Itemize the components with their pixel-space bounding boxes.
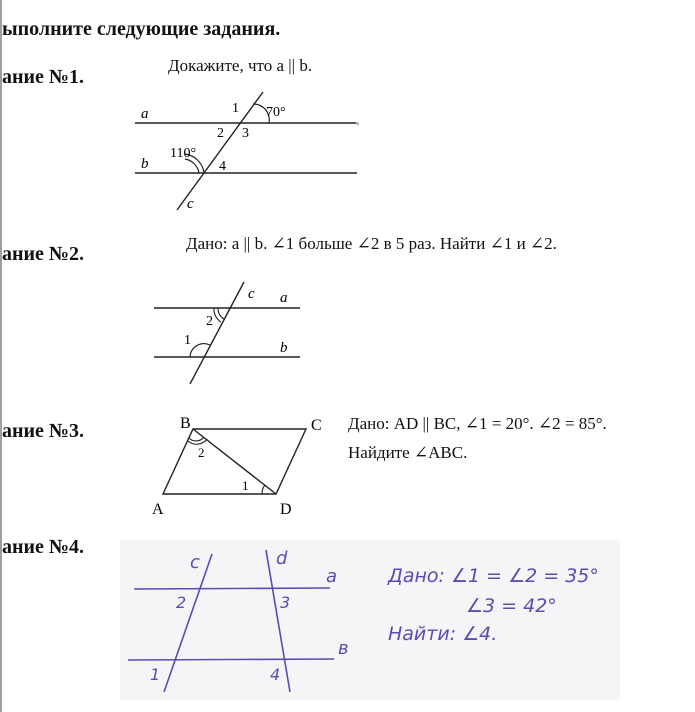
diagonal-bd [193,429,276,494]
task-1-figure [125,90,385,220]
task-1-label: ание №1. [2,66,85,88]
label-b: b [141,156,149,172]
line-a [134,588,330,589]
task-2-statement: Дано: a || b. ∠1 больше ∠2 в 5 раз. Найти ∠1 и ∠2. [186,234,557,253]
label-angle-2: 2 [176,593,187,612]
label-b: в [338,638,349,659]
label-angle-2: 2 [217,126,224,141]
label-angle-4: 4 [270,665,281,684]
label-angle-4: 4 [219,159,226,174]
label-angle-3: 3 [280,593,291,612]
label-a: a [280,290,288,306]
line-c [164,554,212,692]
label-angle-1: 1 [232,101,239,116]
angle-2-arc-1 [189,437,204,441]
page-heading: ыполните следующие задания. [2,18,281,40]
given-1: Дано: ∠1 = ∠2 = 35° [388,565,599,587]
line-b [128,659,334,660]
task-2-label: ание №2. [2,243,85,265]
find-statement: Найти: ∠4. [388,623,498,645]
stray-dot [356,122,359,125]
task-4-figure [120,540,620,700]
label-angle-2: 2 [198,445,205,460]
label-c: c [190,552,200,573]
angle-1-arc [262,485,265,494]
angle-2-arc-1 [218,308,224,319]
task-2-figure [150,280,310,390]
label-a: a [326,566,338,587]
label-angle-1: 1 [184,333,191,348]
label-d: d [276,548,288,569]
task-3-statement-line2: Найдите ∠ABC. [348,443,468,462]
label-b: b [280,340,288,356]
task-3-label: ание №3. [2,420,85,442]
label-c: c [248,286,255,302]
task-1-statement: Докажите, что a || b. [168,56,313,75]
label-D: D [280,501,292,518]
label-angle-3: 3 [242,126,249,141]
line-c [190,282,244,384]
angle-110-arc-1 [185,159,199,173]
angle-1-arc [190,344,210,357]
given-2: ∠3 = 42° [466,595,557,617]
task-3-statement-line1: Дано: AD || BC, ∠1 = 20°. ∠2 = 85°. [348,414,607,433]
label-C: C [311,417,322,434]
task-4-label: ание №4. [2,536,85,558]
label-B: B [180,415,191,432]
label-angle-2: 2 [206,314,213,329]
label-A: A [152,501,164,518]
page-left-border [0,0,2,712]
label-angle-1: 1 [150,665,161,684]
label-c: c [187,196,194,212]
label-110: 110° [170,146,197,161]
label-angle-1: 1 [242,478,249,493]
task-3-figure [148,412,338,522]
label-70: 70° [266,105,286,120]
label-a: a [141,106,149,122]
